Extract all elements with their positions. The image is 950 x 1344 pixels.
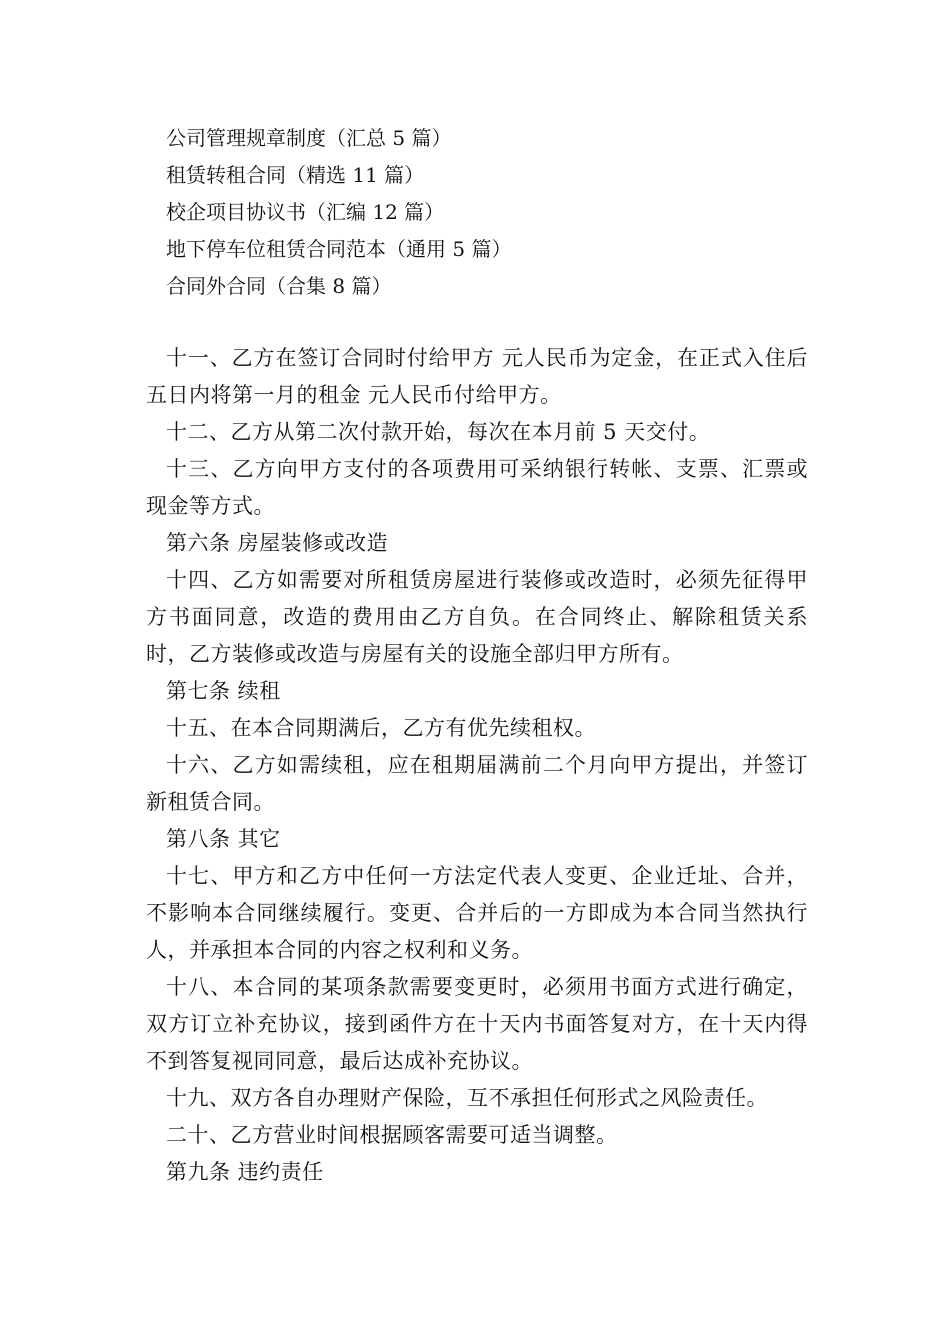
clause-paragraph: 十二、乙方从第二次付款开始，每次在本月前 5 天交付。 — [166, 420, 711, 444]
clause-paragraph: 二十、乙方营业时间根据顾客需要可适当调整。 — [166, 1123, 618, 1147]
clause-paragraph: 十六、乙方如需续租，应在租期届满前二个月向甲方提出，并签订新租赁合同。 — [146, 753, 808, 814]
related-document-link[interactable]: 地下停车位租赁合同范本（通用 5 篇） — [166, 237, 512, 261]
clause-paragraph: 十八、本合同的某项条款需要变更时，必须用书面方式进行确定，双方订立补充协议，接到函件方在十天内书面答复对方，在十天内得不到答复视同同意，最后达成补充协议。 — [146, 975, 808, 1073]
contract-body — [146, 340, 808, 1191]
clause-paragraph: 十五、在本合同期满后，乙方有优先续租权。 — [166, 716, 596, 740]
article-heading: 第八条 其它 — [166, 827, 281, 851]
related-document-link[interactable]: 租赁转租合同（精选 11 篇） — [166, 163, 425, 187]
clause-paragraph: 十四、乙方如需要对所租赁房屋进行装修或改造时，必须先征得甲方书面同意，改造的费用由乙方自负。在合同终止、解除租赁关系时，乙方装修或改造与房屋有关的设施全部归甲方所有。 — [146, 568, 808, 666]
related-documents-list — [146, 120, 806, 305]
related-document-link[interactable]: 公司管理规章制度（汇总 5 篇） — [166, 126, 452, 150]
clause-paragraph: 十一、乙方在签订合同时付给甲方 元人民币为定金，在正式入住后五日内将第一月的租金 元人民币付给甲方。 — [146, 346, 808, 407]
article-heading: 第九条 违约责任 — [166, 1160, 324, 1184]
clause-paragraph: 十七、甲方和乙方中任何一方法定代表人变更、企业迁址、合并，不影响本合同继续履行。变更、合并后的一方即成为本合同当然执行人，并承担本合同的内容之权利和义务。 — [146, 864, 808, 962]
related-document-link[interactable]: 校企项目协议书（汇编 12 篇） — [166, 200, 445, 224]
article-heading: 第六条 房屋装修或改造 — [166, 531, 389, 555]
clause-paragraph: 十三、乙方向甲方支付的各项费用可采纳银行转帐、支票、汇票或现金等方式。 — [146, 457, 808, 518]
clause-paragraph: 十九、双方各自办理财产保险，互不承担任何形式之风险责任。 — [166, 1086, 768, 1110]
article-heading: 第七条 续租 — [166, 679, 281, 703]
related-document-link[interactable]: 合同外合同（合集 8 篇） — [166, 274, 392, 298]
